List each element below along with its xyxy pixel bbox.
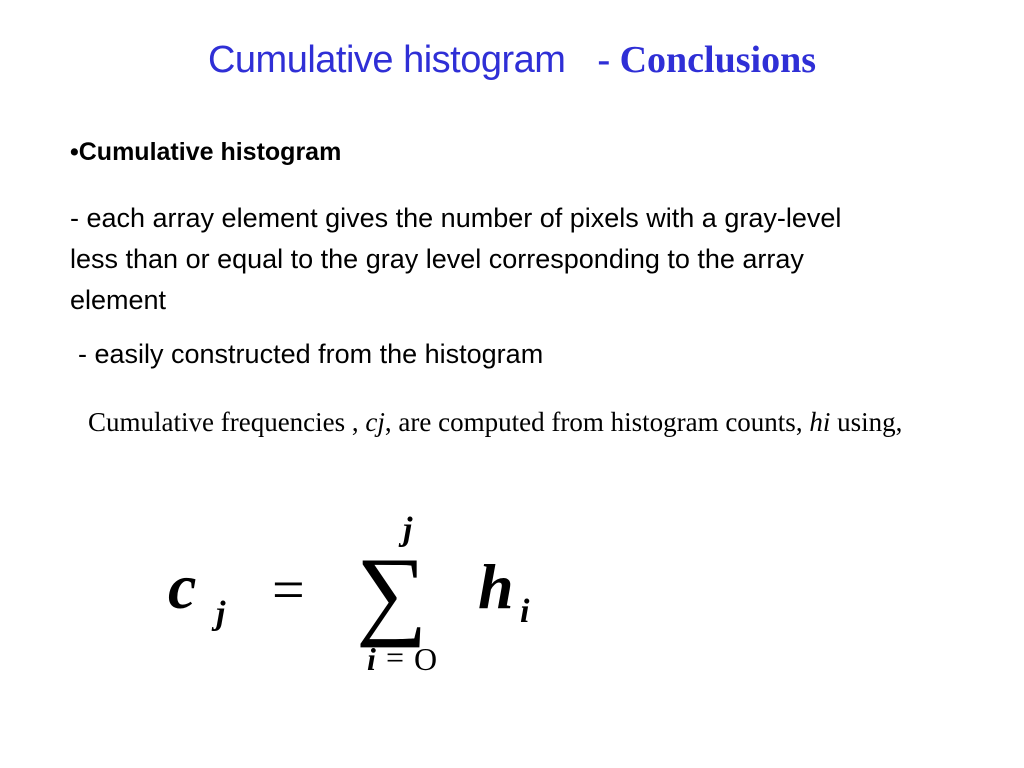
formula-rhs-subscript: i (520, 593, 530, 630)
line3-suffix: using, (830, 407, 903, 437)
title-main: Cumulative histogram (207, 39, 566, 81)
description-line-3 (88, 402, 908, 442)
formula-lhs-subscript: j (216, 595, 226, 632)
var-cj: cj (365, 407, 385, 437)
formula-sum-lower-value: O (414, 641, 438, 677)
formula-sigma: ∑ (356, 537, 428, 648)
line3-prefix: Cumulative frequencies , (88, 407, 366, 437)
bullet-heading: •Cumulative histogram (70, 138, 342, 166)
slide-title (0, 38, 1024, 82)
description-line-2: - easily constructed from the histogram (78, 339, 544, 369)
formula-sum-lower-equals: = (386, 639, 405, 675)
line3-mid: , are computed from histogram counts, (384, 407, 810, 437)
description-line-1: - each array element gives the number of pixels with a gray-level less than or equal to the gray level corresponding to the array element (70, 203, 842, 315)
formula-equals: = (272, 557, 305, 622)
cumulative-formula (160, 505, 580, 685)
var-hi: hi (809, 407, 831, 437)
formula-lhs: c (168, 551, 197, 622)
formula-rhs: h (478, 551, 514, 622)
formula-sum-upper: j (403, 511, 413, 548)
formula-sum-lower-var: i (367, 641, 376, 677)
title-sub: - Conclusions (597, 39, 817, 81)
